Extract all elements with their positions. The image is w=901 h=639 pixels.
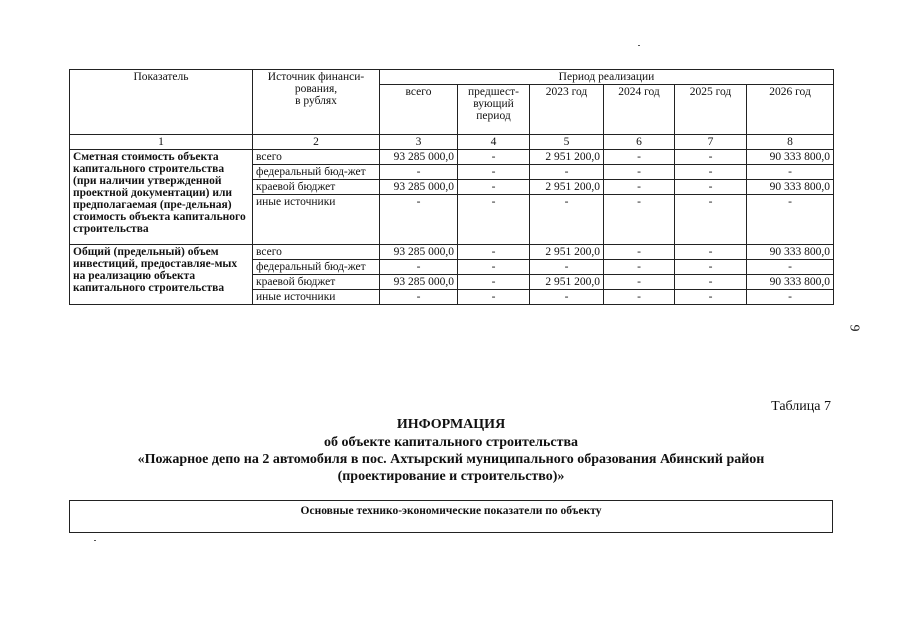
value-cell: -: [530, 290, 604, 305]
source-cell: всего: [253, 150, 380, 165]
financing-table: [69, 69, 834, 305]
source-cell: краевой бюджет: [253, 275, 380, 290]
value-cell: 93 285 000,0: [380, 180, 458, 195]
value-cell: 93 285 000,0: [380, 245, 458, 260]
source-cell: иные источники: [253, 290, 380, 305]
value-cell: -: [604, 245, 675, 260]
source-cell: всего: [253, 245, 380, 260]
object-name: «Пожарное депо на 2 автомобиля в пос. Ахтырский муниципального образования Абинский район: [137, 452, 765, 467]
header-row-1: [70, 70, 834, 85]
value-cell: -: [380, 290, 458, 305]
value-cell: -: [458, 260, 530, 275]
value-cell: -: [530, 260, 604, 275]
header-year-2026: 2026 год: [747, 85, 834, 135]
source-cell: иные источники: [253, 195, 380, 245]
scan-speck: [94, 540, 96, 541]
header-funding-source: Источник финанси- рования, в рублях: [253, 70, 380, 135]
table-row: [70, 245, 834, 260]
value-cell: -: [458, 245, 530, 260]
header-year-2025: 2025 год: [675, 85, 747, 135]
column-number: 1: [70, 135, 253, 150]
value-cell: -: [675, 150, 747, 165]
value-cell: 2 951 200,0: [530, 245, 604, 260]
value-cell: -: [675, 275, 747, 290]
value-cell: 90 333 800,0: [747, 275, 834, 290]
value-cell: -: [675, 165, 747, 180]
value-cell: -: [747, 165, 834, 180]
value-cell: -: [604, 260, 675, 275]
header-previous-period: предшест- вующий период: [458, 85, 530, 135]
value-cell: -: [458, 195, 530, 245]
scan-speck: [638, 45, 640, 46]
source-cell: федеральный бюд-жет: [253, 165, 380, 180]
table-row: [70, 150, 834, 165]
value-cell: -: [675, 180, 747, 195]
value-cell: -: [604, 150, 675, 165]
value-cell: -: [747, 260, 834, 275]
value-cell: -: [458, 150, 530, 165]
value-cell: -: [530, 195, 604, 245]
source-cell: федеральный бюд-жет: [253, 260, 380, 275]
value-cell: -: [675, 195, 747, 245]
column-number: 4: [458, 135, 530, 150]
value-cell: 2 951 200,0: [530, 275, 604, 290]
value-cell: -: [604, 195, 675, 245]
value-cell: -: [604, 290, 675, 305]
column-number: 2: [253, 135, 380, 150]
document-title: ИНФОРМАЦИЯ: [396, 417, 506, 432]
group-label-total-investment: Общий (предельный) объем инвестиций, предоставляе-мых на реализацию объекта капитального строительства: [70, 245, 253, 305]
value-cell: -: [380, 260, 458, 275]
value-cell: -: [458, 275, 530, 290]
value-cell: -: [604, 180, 675, 195]
page-number: 9: [846, 324, 862, 332]
column-number: 7: [675, 135, 747, 150]
value-cell: -: [530, 165, 604, 180]
header-period: Период реализации: [380, 70, 834, 85]
value-cell: -: [604, 275, 675, 290]
column-number: 5: [530, 135, 604, 150]
table-number-label: Таблица 7: [771, 399, 831, 414]
value-cell: 90 333 800,0: [747, 150, 834, 165]
value-cell: 90 333 800,0: [747, 180, 834, 195]
key-indicators-heading: Основные технико-экономические показатели по объекту: [300, 505, 602, 517]
value-cell: -: [380, 165, 458, 180]
value-cell: 93 285 000,0: [380, 150, 458, 165]
object-name-continuation: (проектирование и строительство)»: [337, 469, 565, 484]
value-cell: -: [675, 245, 747, 260]
value-cell: -: [458, 290, 530, 305]
key-indicators-box: [69, 500, 833, 533]
header-indicator: Показатель: [70, 70, 253, 135]
value-cell: -: [604, 165, 675, 180]
document-subtitle: об объекте капитального строительства: [323, 435, 579, 450]
header-year-2023: 2023 год: [530, 85, 604, 135]
source-cell: краевой бюджет: [253, 180, 380, 195]
header-total: всего: [380, 85, 458, 135]
header-year-2024: 2024 год: [604, 85, 675, 135]
value-cell: -: [747, 290, 834, 305]
value-cell: -: [747, 195, 834, 245]
column-number: 3: [380, 135, 458, 150]
column-number-row: [70, 135, 834, 150]
group-label-estimated-cost: Сметная стоимость объекта капитального строительства (при наличии утвержденной проектной документации) или предполагаемая (пре-дельная) стоимость объекта капитального строительства: [70, 150, 253, 245]
value-cell: 93 285 000,0: [380, 275, 458, 290]
value-cell: -: [380, 195, 458, 245]
column-number: 6: [604, 135, 675, 150]
column-number: 8: [747, 135, 834, 150]
value-cell: -: [458, 180, 530, 195]
value-cell: -: [675, 260, 747, 275]
value-cell: 90 333 800,0: [747, 245, 834, 260]
value-cell: -: [458, 165, 530, 180]
financing-table-container: [69, 69, 833, 305]
value-cell: 2 951 200,0: [530, 180, 604, 195]
value-cell: 2 951 200,0: [530, 150, 604, 165]
value-cell: -: [675, 290, 747, 305]
